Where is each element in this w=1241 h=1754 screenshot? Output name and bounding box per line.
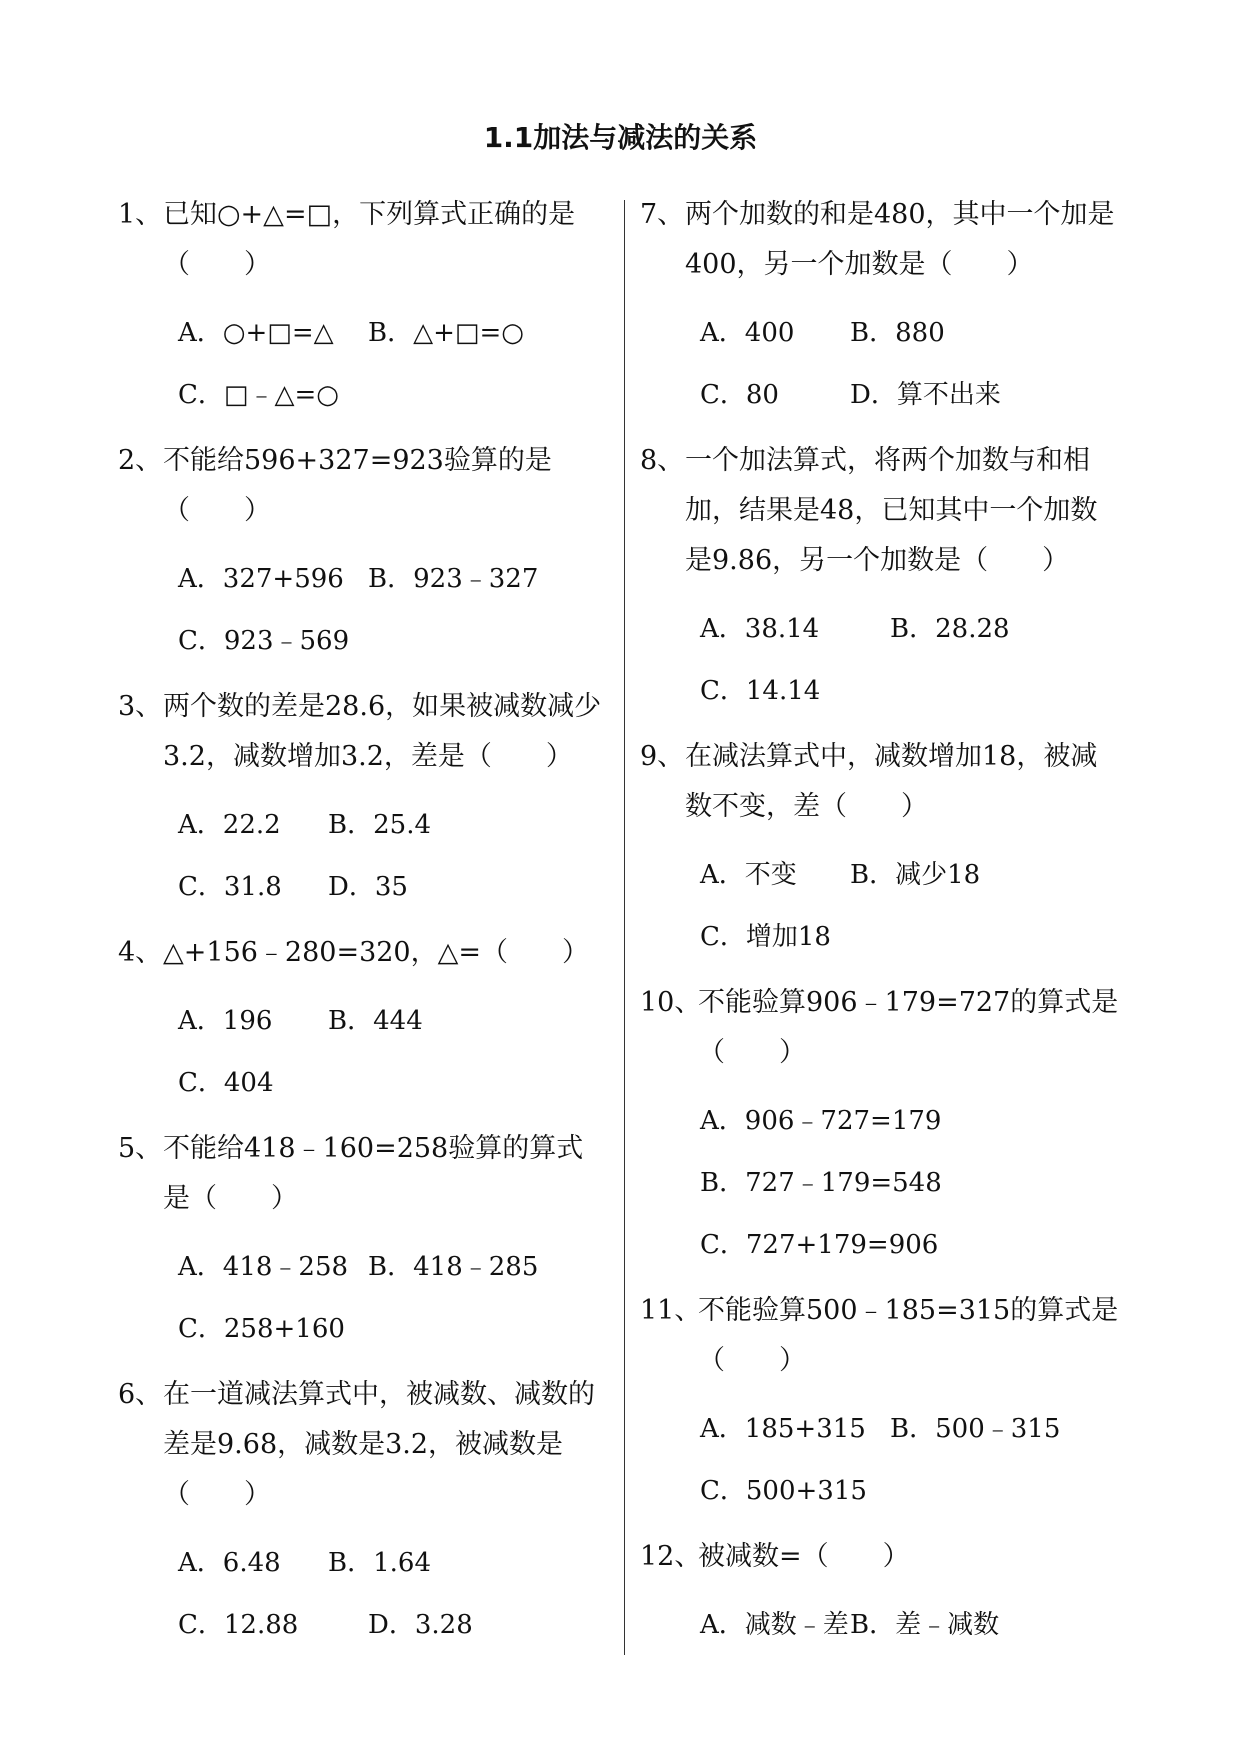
question-text: 一个加法算式，将两个加数与和相加，结果是48，已知其中一个加数是9.86，另一个加数是（ ） — [685, 445, 1098, 576]
option-list — [640, 302, 1120, 426]
answer-option: C．500+315 — [700, 1476, 867, 1506]
option-row — [178, 364, 608, 426]
answer-option: C．80 — [700, 380, 779, 410]
page-title: 1.1加法与减法的关系 — [483, 121, 758, 154]
option-row — [178, 610, 608, 672]
option-row — [700, 1090, 1120, 1152]
option-list — [118, 548, 608, 672]
option-row — [178, 1298, 608, 1360]
question-number: 9、 — [640, 741, 685, 772]
question-number: 12、 — [640, 1541, 702, 1572]
answer-option: B．△+□=○ — [368, 318, 524, 348]
option-list — [118, 302, 608, 426]
question-number: 2、 — [118, 445, 163, 476]
option-list — [640, 1594, 1120, 1656]
answer-option: A．185+315 — [700, 1414, 866, 1444]
option-row — [700, 660, 1120, 722]
answer-option: B．418﹣285 — [368, 1252, 539, 1282]
option-list — [640, 844, 1120, 968]
answer-option: C．31.8 — [178, 872, 282, 902]
answer-option: C．增加18 — [700, 922, 831, 952]
option-row — [700, 1594, 1120, 1656]
option-list — [118, 794, 608, 918]
question — [118, 928, 608, 978]
option-list — [118, 1236, 608, 1360]
question-number: 6、 — [118, 1379, 163, 1410]
question-text: 已知○+△=□，下列算式正确的是（ ） — [163, 199, 576, 280]
question — [640, 978, 1120, 1078]
question-text: 不能给596+327=923验算的是（ ） — [163, 445, 552, 526]
option-list — [640, 1398, 1120, 1522]
answer-option: B．444 — [328, 1006, 423, 1036]
option-row — [178, 990, 608, 1052]
question — [118, 1124, 608, 1224]
answer-option: C．14.14 — [700, 676, 821, 706]
option-row — [700, 844, 1120, 906]
question-number: 4、 — [118, 937, 163, 968]
answer-option: B．727﹣179=548 — [700, 1168, 942, 1198]
question-text: 被减数=（ ） — [698, 1541, 910, 1572]
question — [640, 732, 1120, 832]
question — [118, 1370, 608, 1520]
answer-option: C．727+179=906 — [700, 1230, 939, 1260]
answer-option: A．400 — [700, 318, 795, 348]
option-row — [178, 794, 608, 856]
question — [640, 190, 1120, 290]
answer-option: B．差﹣减数 — [850, 1610, 1000, 1640]
option-list — [640, 598, 1120, 722]
option-row — [178, 1236, 608, 1298]
answer-option: A．196 — [178, 1006, 273, 1036]
answer-option: B．减少18 — [850, 860, 981, 890]
question-text: 不能给418﹣160=258验算的算式是（ ） — [163, 1133, 584, 1214]
answer-option: B．923﹣327 — [368, 564, 539, 594]
question-text: 不能验算906﹣179=727的算式是（ ） — [698, 987, 1119, 1068]
answer-option: A．38.14 — [700, 614, 820, 644]
option-row — [178, 856, 608, 918]
option-row — [178, 1532, 608, 1594]
option-row — [700, 906, 1120, 968]
option-row — [700, 1214, 1120, 1276]
question-number: 1、 — [118, 199, 163, 230]
option-list — [118, 1532, 608, 1656]
question — [640, 436, 1120, 586]
question — [118, 190, 608, 290]
answer-option: C．258+160 — [178, 1314, 345, 1344]
option-row — [178, 1052, 608, 1114]
question-text: 在一道减法算式中，被减数、减数的差是9.68，减数是3.2，被减数是（ ） — [163, 1379, 595, 1510]
right-column — [640, 190, 1120, 1666]
question-text: 两个加数的和是480，其中一个加是400，另一个加数是（ ） — [685, 199, 1115, 280]
question-number: 7、 — [640, 199, 685, 230]
left-column — [118, 190, 608, 1666]
question-text: 不能验算500﹣185=315的算式是（ ） — [698, 1295, 1119, 1376]
question — [118, 682, 608, 782]
answer-option: D．35 — [328, 872, 408, 902]
answer-option: A．减数﹣差 — [700, 1610, 849, 1640]
question-number: 11、 — [640, 1295, 702, 1326]
option-list — [640, 1090, 1120, 1276]
answer-option: D．算不出来 — [850, 380, 1001, 410]
option-row — [700, 302, 1120, 364]
answer-option: C．□﹣△=○ — [178, 380, 339, 410]
answer-option: A．○+□=△ — [178, 318, 334, 348]
answer-option: A．418﹣258 — [178, 1252, 349, 1282]
answer-option: A．不变 — [700, 860, 797, 890]
answer-option: B．880 — [850, 318, 945, 348]
option-row — [700, 364, 1120, 426]
option-row — [700, 1398, 1120, 1460]
question-number: 5、 — [118, 1133, 163, 1164]
question-number: 10、 — [640, 987, 702, 1018]
question-number: 3、 — [118, 691, 163, 722]
question-text: 两个数的差是28.6，如果被减数减少3.2，减数增加3.2，差是（ ） — [163, 691, 602, 772]
question — [118, 436, 608, 536]
question-text: △+156﹣280=320，△=（ ） — [163, 937, 590, 968]
option-row — [178, 1594, 608, 1656]
answer-option: A．327+596 — [178, 564, 344, 594]
option-list — [118, 990, 608, 1114]
option-row — [700, 598, 1120, 660]
answer-option: B．25.4 — [328, 810, 431, 840]
column-divider — [624, 200, 625, 1655]
option-row — [178, 302, 608, 364]
answer-option: B．28.28 — [890, 614, 1010, 644]
answer-option: B．1.64 — [328, 1548, 431, 1578]
answer-option: B．500﹣315 — [890, 1414, 1061, 1444]
answer-option: A．906﹣727=179 — [700, 1106, 942, 1136]
answer-option: D．3.28 — [368, 1610, 473, 1640]
answer-option: C．12.88 — [178, 1610, 299, 1640]
question-text: 在减法算式中，减数增加18，被减数不变，差（ ） — [685, 741, 1098, 822]
option-row — [178, 548, 608, 610]
question-number: 8、 — [640, 445, 685, 476]
question — [640, 1286, 1120, 1386]
question — [640, 1532, 1120, 1582]
answer-option: C．404 — [178, 1068, 274, 1098]
answer-option: A．6.48 — [178, 1548, 281, 1578]
answer-option: A．22.2 — [178, 810, 281, 840]
option-row — [700, 1152, 1120, 1214]
option-row — [700, 1460, 1120, 1522]
answer-option: C．923﹣569 — [178, 626, 350, 656]
